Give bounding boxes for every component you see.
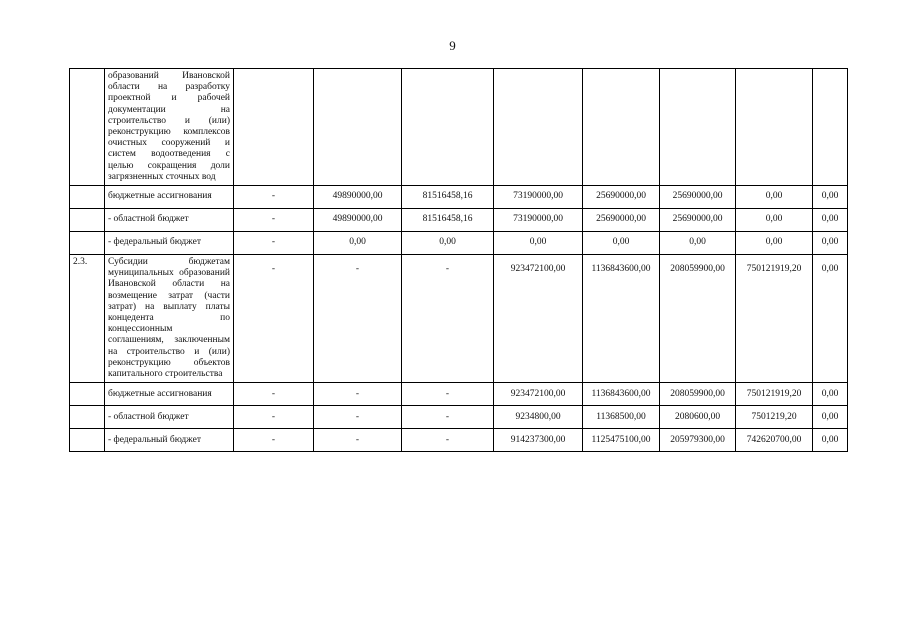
value-cell-6: [660, 69, 736, 186]
value-cell-5: 11368500,00: [583, 406, 660, 429]
row-number-cell: [70, 186, 105, 209]
row-number-cell: 2.3.: [70, 255, 105, 383]
table-row: [70, 383, 848, 406]
value-cell-8: 0,00: [813, 232, 848, 255]
value-cell-5: 1125475100,00: [583, 429, 660, 452]
value-cell-5: 25690000,00: [583, 186, 660, 209]
value-cell-6: 205979300,00: [660, 429, 736, 452]
value-cell-7: [736, 69, 813, 186]
value-cell-6: 0,00: [660, 232, 736, 255]
value-cell-3: 0,00: [402, 232, 494, 255]
table-row: [70, 255, 848, 383]
value-cell-7: 750121919,20: [736, 383, 813, 406]
row-name-cell: Субсидии бюджетам муниципальных образований Ивановской области на возмещение затрат (части затрат) на выплату платы концедента по концессионным соглашениям, заключенным на строительство и (или) реконструкцию объектов капитального строительства: [105, 255, 234, 383]
value-cell-8: 0,00: [813, 383, 848, 406]
row-name-cell: - областной бюджет: [105, 209, 234, 232]
value-cell-3: -: [402, 429, 494, 452]
value-cell-3: [402, 69, 494, 186]
value-cell-3: 81516458,16: [402, 186, 494, 209]
value-cell-7: 0,00: [736, 209, 813, 232]
value-cell-3: 81516458,16: [402, 209, 494, 232]
value-cell-1: [234, 69, 314, 186]
value-cell-3: -: [402, 406, 494, 429]
value-cell-6: 25690000,00: [660, 186, 736, 209]
row-number-cell: [70, 209, 105, 232]
table-row: [70, 186, 848, 209]
value-cell-2: -: [314, 383, 402, 406]
budget-table: [69, 68, 848, 452]
table-row: [70, 232, 848, 255]
value-cell-8: 0,00: [813, 209, 848, 232]
value-cell-1: -: [234, 429, 314, 452]
value-cell-3: -: [402, 383, 494, 406]
row-number-cell: [70, 232, 105, 255]
value-cell-8: 0,00: [813, 429, 848, 452]
value-cell-6: 208059900,00: [660, 383, 736, 406]
value-cell-5: 0,00: [583, 232, 660, 255]
value-cell-4: 923472100,00: [494, 255, 583, 383]
value-cell-1: -: [234, 209, 314, 232]
value-cell-4: 73190000,00: [494, 209, 583, 232]
value-cell-2: 49890000,00: [314, 186, 402, 209]
value-cell-4: 923472100,00: [494, 383, 583, 406]
table-row: [70, 209, 848, 232]
value-cell-4: 0,00: [494, 232, 583, 255]
value-cell-1: -: [234, 232, 314, 255]
table-row: [70, 69, 848, 186]
page-number: 9: [449, 38, 456, 53]
value-cell-7: 7501219,20: [736, 406, 813, 429]
value-cell-4: 914237300,00: [494, 429, 583, 452]
value-cell-4: 9234800,00: [494, 406, 583, 429]
value-cell-2: 0,00: [314, 232, 402, 255]
value-cell-7: 0,00: [736, 232, 813, 255]
value-cell-1: -: [234, 383, 314, 406]
row-name-cell: - федеральный бюджет: [105, 232, 234, 255]
value-cell-7: 742620700,00: [736, 429, 813, 452]
value-cell-4: [494, 69, 583, 186]
value-cell-2: 49890000,00: [314, 209, 402, 232]
value-cell-8: [813, 69, 848, 186]
value-cell-5: 1136843600,00: [583, 255, 660, 383]
row-number-cell: [70, 69, 105, 186]
row-name-cell: бюджетные ассигнования: [105, 383, 234, 406]
value-cell-1: -: [234, 406, 314, 429]
value-cell-7: 750121919,20: [736, 255, 813, 383]
row-number-cell: [70, 383, 105, 406]
value-cell-3: -: [402, 255, 494, 383]
value-cell-8: 0,00: [813, 186, 848, 209]
row-name-cell: образований Ивановской области на разработку проектной и рабочей документации на строительство и (или) реконструкцию комплексов очистных сооружений и систем водоотведения с целью сокращения доли загрязненных сточных вод: [105, 69, 234, 186]
value-cell-8: 0,00: [813, 255, 848, 383]
table-row: [70, 429, 848, 452]
value-cell-7: 0,00: [736, 186, 813, 209]
value-cell-5: 25690000,00: [583, 209, 660, 232]
value-cell-4: 73190000,00: [494, 186, 583, 209]
value-cell-6: 2080600,00: [660, 406, 736, 429]
value-cell-5: 1136843600,00: [583, 383, 660, 406]
row-number-cell: [70, 406, 105, 429]
value-cell-2: -: [314, 255, 402, 383]
value-cell-2: [314, 69, 402, 186]
value-cell-8: 0,00: [813, 406, 848, 429]
value-cell-1: -: [234, 255, 314, 383]
row-number-cell: [70, 429, 105, 452]
value-cell-1: -: [234, 186, 314, 209]
row-name-cell: бюджетные ассигнования: [105, 186, 234, 209]
value-cell-2: -: [314, 429, 402, 452]
row-name-cell: - областной бюджет: [105, 406, 234, 429]
row-name-cell: - федеральный бюджет: [105, 429, 234, 452]
value-cell-5: [583, 69, 660, 186]
value-cell-6: 208059900,00: [660, 255, 736, 383]
table-row: [70, 406, 848, 429]
value-cell-6: 25690000,00: [660, 209, 736, 232]
value-cell-2: -: [314, 406, 402, 429]
